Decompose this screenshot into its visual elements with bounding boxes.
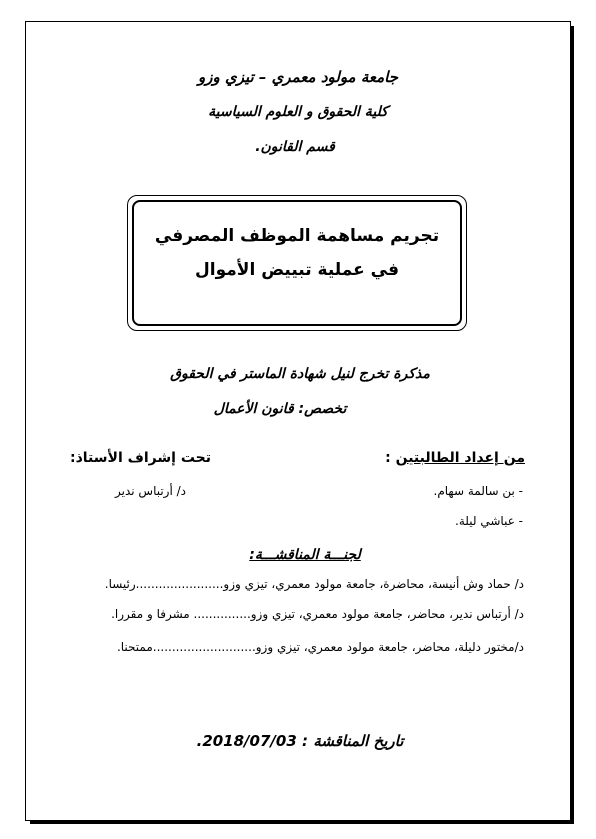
title-box (127, 195, 467, 331)
committee-heading: لجنـــة المناقشـــة: (249, 547, 361, 563)
thesis-title-line2: في عملية تبييض الأموال (195, 260, 399, 280)
thesis-type: مذكرة تخرج لنيل شهادة الماستر في الحقوق (170, 366, 430, 382)
supervisor-name: د/ أرتباس ندير (115, 484, 187, 498)
department-name: قسم القانون. (255, 139, 335, 155)
committee-member-3: د/مختور دليلة، محاضر، جامعة مولود معمري، تيزي وزو...........................ممتحنا. (116, 640, 524, 654)
university-name: جامعة مولود معمري – تيزي وزو (198, 68, 398, 86)
faculty-name: كلية الحقوق و العلوم السياسية (208, 104, 388, 120)
student-1: - بن سالمة سهام. (433, 484, 523, 498)
thesis-title-line1: تجريم مساهمة الموظف المصرفي (154, 226, 440, 246)
supervisor-heading: تحت إشراف الأستاذ: (70, 450, 211, 466)
specialty (160, 401, 400, 417)
students-heading (385, 450, 525, 466)
committee-member-2: د/ أرتباس ندير، محاضر، جامعة مولود معمري، تيزي وزو............... مشرفا و مقررا. (111, 607, 524, 621)
committee-member-1: د/ حماد وش أنيسة، محاضرة، جامعة مولود معمري، تيزي وزو.......................رئيسا. (104, 577, 524, 591)
students-heading-colon: : (385, 450, 391, 466)
students-heading-text: من إعداد الطالبتين (395, 450, 525, 466)
student-2: - عباشي ليلة. (455, 514, 523, 528)
specialty-label: تخصص: (298, 401, 347, 417)
defense-date: تاريخ المناقشة : 2018/07/03. (196, 732, 404, 750)
specialty-value: قانون الأعمال (213, 401, 294, 417)
